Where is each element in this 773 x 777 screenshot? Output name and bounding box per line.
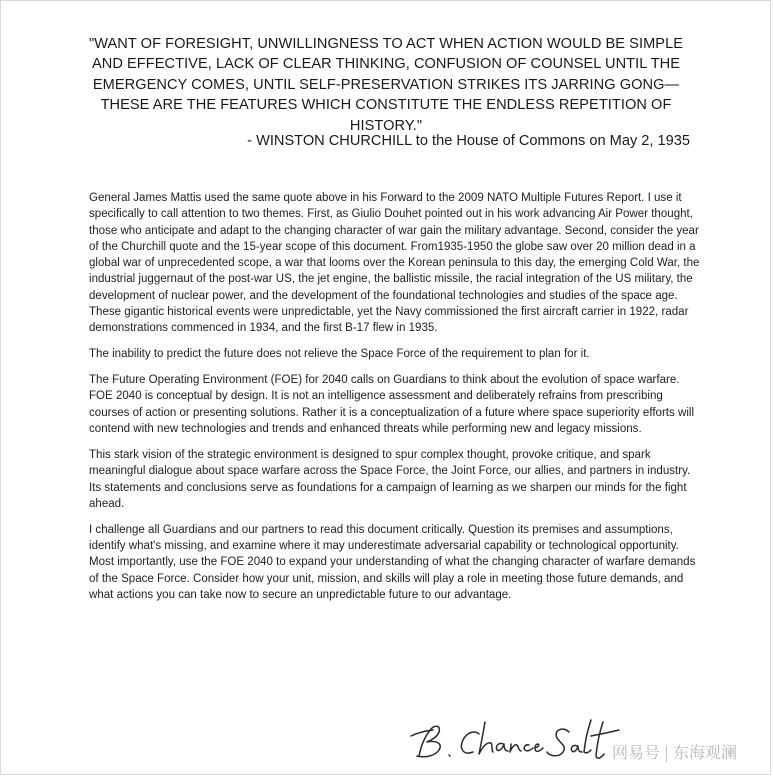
quote-attribution: - WINSTON CHURCHILL to the House of Commons on May 2, 1935 [247, 133, 690, 149]
paragraph: The Future Operating Environment (FOE) for 2040 calls on Guardians to think about the evolution of space warfare. FOE 2040 is conceptual by design. It is not an intelligence assessment and deliberately refrains from prescribing courses of action or presenting solutions. Rather it is a conceptualization of a future where space superiority efforts will contend with new technologies and trends and enhanced threats while performing new and legacy missions. [89, 374, 695, 436]
watermark-right-text: 东海观澜 [673, 745, 738, 762]
paragraph: General James Mattis used the same quote above in his Forward to the 2009 NATO Multiple Futures Report. I use it specifically to call attention to two themes. First, as Giulio Douhet pointed out in his work advancing Air Power thought, those who anticipate and adapt to the changing character of war gain the military advantage. Second, consider the year of the Churchill quote and the 15-year scope of this document. From1935-1950 the globe saw over 20 million dead in a global war of unprecedented scope, a war that looms over the Korean peninsula to this day, the emerging Cold War, the industrial juggernaut of the post-war US, the jet engine, the ballistic missile, the racial integration of the US military, the development of nuclear power, and the development of the foundational technologies and studies of the space age. These gigantic historical events were unpredictable, yet the Navy commissioned the first aircraft carrier in 1922, radar demonstrations commenced in 1934, and the first B-17 flew in 1935. [89, 192, 700, 335]
paragraph: This stark vision of the strategic environment is designed to spur complex thought, provoke critique, and spark meaningful dialogue about space warfare across the Space Force, the Joint Force, our allies, and partners in industry. Its statements and conclusions serve as foundations for a campaign of learning as we sharpen our minds for the fight ahead. [89, 448, 691, 510]
handwritten-signature [405, 712, 625, 770]
churchill-quote: "WANT OF FORESIGHT, UNWILLINGNESS TO ACT WHEN ACTION WOULD BE SIMPLE AND EFFECTIVE, LACK OF CLEAR THINKING, CONFUSION OF COUNSEL UNTIL THE EMERGENCY COMES, UNTIL SELF-PRESERVATION STRIKES ITS JARRING GONG—THESE ARE THE FEATURES WHICH CONSTITUTE THE ENDLESS REPETITION OF HISTORY." [88, 36, 684, 134]
letter-body [89, 190, 701, 613]
paragraph: The inability to predict the future does not relieve the Space Force of the requirement to plan for it. [89, 348, 590, 361]
watermark [612, 742, 767, 766]
watermark-left-text: 网易号 [612, 745, 661, 762]
paragraph: I challenge all Guardians and our partners to read this document critically. Question its premises and assumptions, identify what's missing, and examine where it may underestimate adversarial capability or technological opportunity. Most importantly, use the FOE 2040 to expand your understanding of what the changing character of warfare demands of the Space Force. Consider how your unit, mission, and skills will play a role in meeting those future demands, and what actions you can take now to secure an unpredictable future to our advantage. [89, 523, 696, 601]
watermark-divider [666, 746, 667, 762]
